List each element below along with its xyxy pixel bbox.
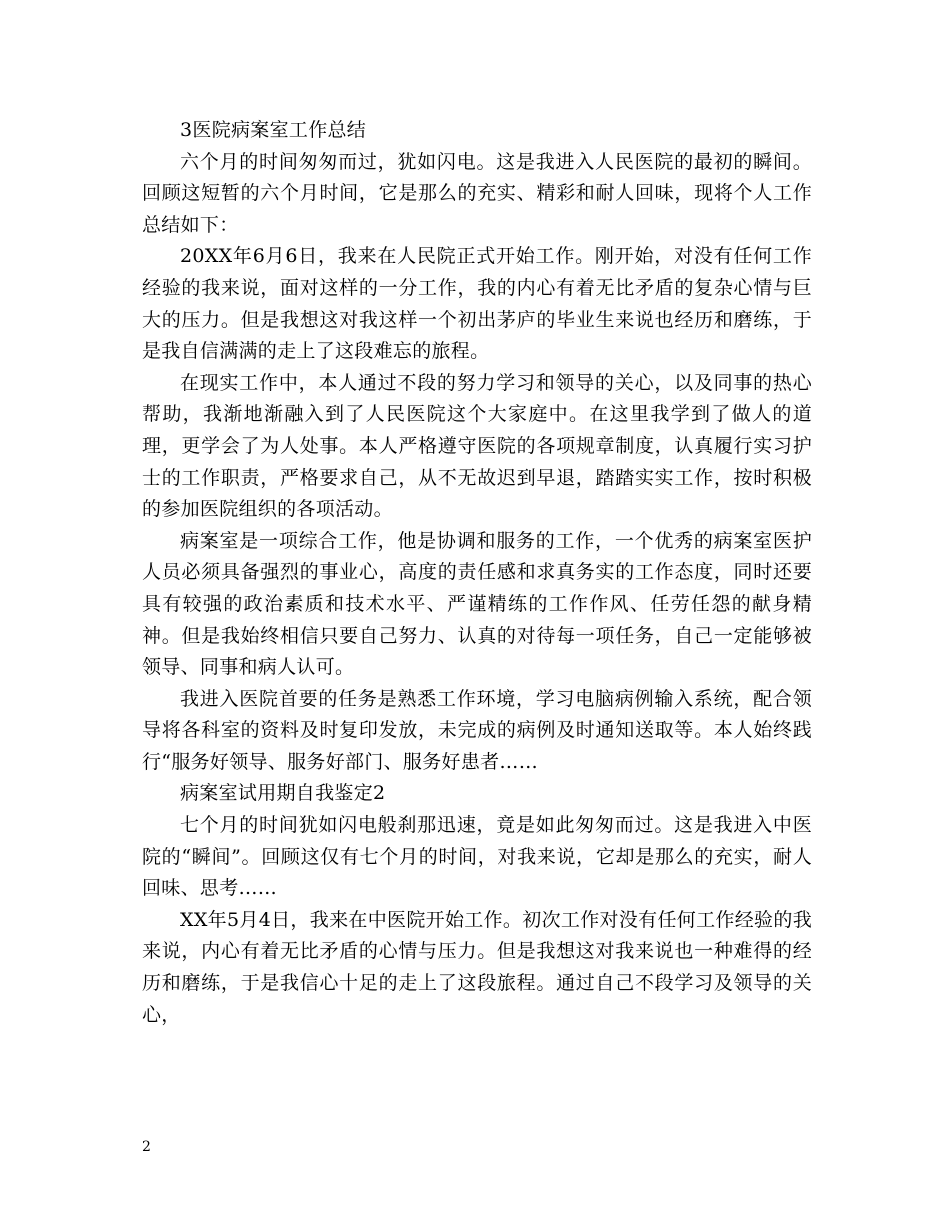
section-heading: 3医院病案室工作总结	[180, 119, 367, 141]
page-number: 2	[142, 1139, 151, 1155]
paragraph: 七个月的时间犹如闪电般刹那迅速，竟是如此匆匆而过。这是我进入中医院的“瞬间”。回顾这仅有七个月的时间，对我来说，它却是那么的充实，耐人回味、思考……	[142, 814, 812, 900]
paragraph: 病案室是一项综合工作，他是协调和服务的工作，一个优秀的病案室医护人员必须具备强烈的事业心，高度的责任感和求真务实的工作态度，同时还要具有较强的政治素质和技术水平、严谨精练的工作作风、任劳任怨的献身精神。但是我始终相信只要自己努力、认真的对待每一项任务，自己一定能够被领导、同事和病人认可。	[142, 529, 812, 679]
paragraph: 我进入医院首要的任务是熟悉工作环境，学习电脑病例输入系统，配合领导将各科室的资料及时复印发放，未完成的病例及时通知送取等。本人始终践行“服务好领导、服务好部门、服务好患者……	[142, 687, 812, 773]
paragraph: 六个月的时间匆匆而过，犹如闪电。这是我进入人民医院的最初的瞬间。回顾这短暂的六个月时间，它是那么的充实、精彩和耐人回味，现将个人工作总结如下：	[142, 150, 812, 236]
section-heading: 病案室试用期自我鉴定2	[180, 782, 386, 805]
paragraph: XX年5月4日，我来在中医院开始工作。初次工作对没有任何工作经验的我来说，内心有着无比矛盾的心情与压力。但是我想这对我来说也一种难得的经历和磨练，于是我信心十足的走上了这段旅程。通过自己不段学习及领导的关心，	[142, 908, 812, 1026]
document-body	[142, 115, 812, 1031]
paragraph: 在现实工作中，本人通过不段的努力学习和领导的关心，以及同事的热心帮助，我渐地渐融入到了人民医院这个大家庭中。在这里我学到了做人的道理，更学会了为人处事。本人严格遵守医院的各项规章制度，认真履行实习护士的工作职责，严格要求自己，从不无故迟到早退，踏踏实实工作，按时积极的参加医院组织的各项活动。	[142, 371, 812, 521]
paragraph: 20XX年6月6日，我来在人民院正式开始工作。刚开始，对没有任何工作经验的我来说，面对这样的一分工作，我的内心有着无比矛盾的复杂心情与巨大的压力。但是我想这对我这样一个初出茅庐的毕业生来说也经历和磨练，于是我自信满满的走上了这段难忘的旅程。	[142, 245, 812, 363]
